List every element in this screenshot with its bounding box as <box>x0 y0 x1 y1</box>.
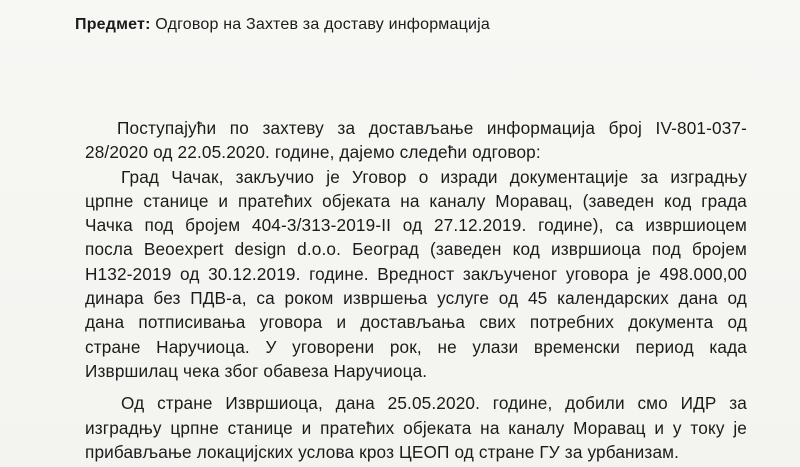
paragraph-2-line-4: посла Beoexpert design d.o.o. Београд (заведен код извршиоца под бројем <box>85 239 747 260</box>
paragraph-1-line-2: 28/2020 од 22.05.2020. године, дајемо следећи одговор: <box>85 142 541 163</box>
paragraph-2-line-3: Чачка под бројем 404-3/313-2019-II од 27.12.2019. године), са извршиоцем <box>85 215 747 236</box>
paragraph-gap <box>85 383 747 391</box>
paragraph-3-line-3: прибављање локацијских услова кроз ЦЕОП од стране ГУ за урбанизам. <box>85 441 680 462</box>
paragraph-2-line-6: динара без ПДВ-а, са роком извршења услуге од 45 календарских дана од <box>85 288 747 309</box>
paragraph-2-line-1: Град Чачак, закључио је Уговор о изради документације за изградњу <box>121 166 747 187</box>
paragraph-3-line-1: Од стране Извршиоца, дана 25.05.2020. године, добили смо ИДР за <box>121 393 747 414</box>
subject-label: Предмет: <box>75 16 151 33</box>
subject-line <box>75 16 490 34</box>
paragraph-2-line-7: дана потписивања уговора и достављања свих потребних документа од <box>85 312 747 333</box>
paragraph-3-line-2: изградњу црпне станице и пратећих објеката на каналу Моравац и у току је <box>85 417 747 438</box>
subject-text: Одговор на Захтев за доставу информација <box>155 16 490 33</box>
paragraph-2-line-9: Извршилац чека због обавеза Наручиоца. <box>85 360 428 381</box>
paragraph-2-line-2: црпне станице и пратећих објеката на каналу Моравац, (заведен код града <box>85 190 747 211</box>
paragraph-2-line-8: стране Наручиоца. У уговорени рок, не улази временски период када <box>85 336 747 357</box>
paragraph-1-line-1: Поступајући по захтеву за достављање информација број IV-801-037- <box>117 118 747 138</box>
paragraph-2-line-5: Н132-2019 од 30.12.2019. године. Вредност закљученог уговора је 498.000,00 <box>85 263 747 284</box>
letter-body <box>85 116 747 464</box>
